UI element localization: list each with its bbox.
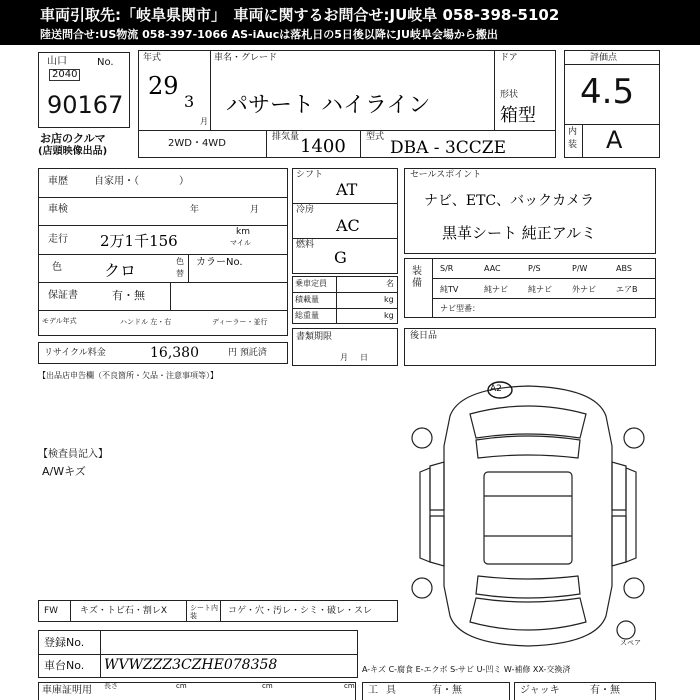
interior-value: A bbox=[606, 126, 623, 154]
sales-point-line-1: ナビ、ETC、バックカメラ bbox=[424, 193, 595, 209]
equipment-item: 純TV bbox=[440, 285, 459, 294]
drive-options: 2WD・4WD bbox=[168, 138, 226, 149]
lot-number-box bbox=[38, 52, 130, 128]
recycle-value: 16,380 bbox=[150, 345, 199, 361]
garage-length-label: 長さ bbox=[104, 682, 118, 690]
doc-expiry-label: 書類期限 bbox=[296, 332, 333, 342]
warranty-options: 有・無 bbox=[112, 289, 145, 302]
inspection-label: 車検 bbox=[48, 204, 68, 215]
displacement-value: 1400 bbox=[300, 136, 346, 157]
garage-cm-2: cm bbox=[262, 682, 273, 690]
color-label: 色 bbox=[52, 262, 62, 273]
dealer-label: ディーラー・並行 bbox=[212, 318, 268, 326]
recycle-label: リサイクル料金 bbox=[44, 348, 106, 358]
shape-label: 形状 bbox=[500, 90, 519, 100]
model-label: 型式 bbox=[366, 132, 385, 142]
history-label: 車歴 bbox=[48, 176, 68, 187]
registration-label: 登録No. bbox=[44, 636, 85, 649]
header-line-2: 陸送問合せ:US物流 058-397-1066 AS-iAucは落札日の5日後以降にJU岐阜会場から搬出 bbox=[40, 28, 498, 41]
color-change-label-2: 替 bbox=[176, 269, 184, 278]
garage-label: 車庫証明用 bbox=[42, 685, 92, 696]
seat-text: コゲ・穴・汚レ・シミ・破レ・スレ bbox=[228, 606, 373, 616]
header-line-1: 車両引取先:「岐阜県関市」 車両に関するお問合せ:JU岐阜 058-398-5102 bbox=[40, 6, 560, 24]
color-value: クロ bbox=[104, 261, 137, 280]
inspector-note: A/Wキズ bbox=[42, 465, 86, 478]
equipment-item: S/R bbox=[440, 264, 454, 273]
gross-label: 総重量 bbox=[295, 311, 319, 320]
seller-notes-label: 【出品店申告欄（不良箇所・欠品・注意事項等）】 bbox=[38, 371, 218, 380]
mileage-value: 2万1千156 bbox=[100, 232, 178, 250]
year-label: 年式 bbox=[143, 53, 162, 63]
gross-unit: kg bbox=[384, 311, 394, 320]
score-value: 4.5 bbox=[580, 72, 635, 112]
equipment-item: 純ナビ bbox=[484, 285, 508, 294]
inspector-label: 【検査員記入】 bbox=[38, 449, 108, 460]
mileage-km-unit: km bbox=[236, 227, 250, 237]
mileage-label: 走行 bbox=[48, 234, 68, 245]
shift-label: シフト bbox=[296, 170, 324, 180]
color-change-label-1: 色 bbox=[176, 257, 184, 266]
month-suffix: 月 bbox=[200, 117, 208, 126]
navi-model-label: ナビ型番： bbox=[440, 304, 480, 313]
model-value: DBA - 3CCZE bbox=[390, 138, 507, 158]
inspection-year-label: 年 bbox=[190, 205, 200, 215]
back-order-box bbox=[404, 328, 656, 366]
back-order-label: 後日品 bbox=[410, 331, 438, 341]
month-value: 3 bbox=[184, 92, 195, 111]
handle-label: ハンドル 左・右 bbox=[120, 318, 172, 326]
damage-legend: A-キズ C-腐食 E-エクボ S-サビ U-凹ミ W-補修 XX-交換済 bbox=[362, 665, 571, 674]
equipment-item: P/S bbox=[528, 264, 541, 273]
load-unit: kg bbox=[384, 295, 394, 304]
equipment-item: ABS bbox=[616, 264, 632, 273]
chassis-value: WVWZZZ3CZHE078358 bbox=[104, 657, 278, 673]
inspection-month-label: 月 bbox=[250, 205, 260, 215]
equipment-item: P/W bbox=[572, 264, 588, 273]
warranty-label: 保証書 bbox=[48, 290, 78, 301]
jack-options: 有・無 bbox=[590, 685, 620, 696]
shop-sub-label: (店頭映像出品) bbox=[38, 146, 108, 157]
shape-value: 箱型 bbox=[500, 105, 536, 126]
displacement-label: 排気量 bbox=[272, 132, 300, 142]
fw-text: キズ・トビ石・割レX bbox=[80, 606, 167, 616]
score-label: 評価点 bbox=[590, 53, 618, 63]
fuel-value: G bbox=[334, 248, 347, 267]
shift-value: AT bbox=[336, 180, 358, 199]
load-label: 積載量 bbox=[295, 295, 319, 304]
vehicle-name-value: パサート ハイライン bbox=[226, 93, 431, 118]
fuel-label: 燃料 bbox=[296, 240, 315, 250]
damage-mark-a2: A2 bbox=[490, 384, 502, 394]
year-value: 29 bbox=[148, 72, 179, 100]
interior-label-1: 内 bbox=[568, 127, 578, 137]
equipment-item: 外ナビ bbox=[572, 285, 596, 294]
equipment-item: AAC bbox=[484, 264, 501, 273]
capacity-label: 乗車定員 bbox=[295, 279, 327, 288]
shop-label: お店のクルマ bbox=[40, 132, 106, 145]
lot-sub-number: 2040 bbox=[49, 69, 80, 81]
garage-cm-1: cm bbox=[176, 682, 187, 690]
tools-options: 有・無 bbox=[432, 685, 462, 696]
ac-value: AC bbox=[336, 216, 360, 235]
mileage-mile-unit: マイル bbox=[230, 239, 251, 247]
spare-label: スペア bbox=[620, 639, 641, 647]
chassis-label: 車台No. bbox=[44, 659, 85, 672]
capacity-unit: 名 bbox=[386, 279, 394, 288]
auction-header bbox=[0, 0, 700, 45]
equipment-label: 装備 bbox=[412, 266, 422, 289]
recycle-unit: 円 預託済 bbox=[228, 348, 267, 358]
sales-point-label: セールスポイント bbox=[410, 170, 482, 180]
car-damage-diagram bbox=[400, 376, 656, 656]
model-year-label: モデル年式 bbox=[42, 317, 77, 325]
history-options: 自家用・（ ） bbox=[94, 176, 189, 187]
color-number-label: カラーNo. bbox=[196, 257, 243, 268]
ac-label: 冷房 bbox=[296, 205, 315, 215]
garage-cm-3: cm bbox=[344, 682, 355, 690]
lot-number: 90167 bbox=[47, 91, 124, 119]
equipment-item: 純ナビ bbox=[528, 285, 552, 294]
jack-label: ジャッキ bbox=[520, 685, 560, 696]
door-label: ドア bbox=[500, 53, 518, 63]
lot-no-label: No. bbox=[97, 57, 114, 68]
tools-label: 工具 bbox=[368, 685, 404, 696]
sales-point-line-2: 黒革シート 純正アルミ bbox=[442, 224, 597, 242]
lot-prefix-label: 山口 bbox=[47, 56, 67, 67]
fw-label: FW bbox=[44, 606, 59, 616]
seat-label: シート内装 bbox=[190, 604, 218, 620]
interior-label-2: 装 bbox=[568, 140, 578, 150]
equipment-item: エアB bbox=[616, 285, 638, 294]
vehicle-name-label: 車名・グレード bbox=[214, 53, 278, 63]
doc-expiry-unit: 月日 bbox=[340, 353, 380, 362]
